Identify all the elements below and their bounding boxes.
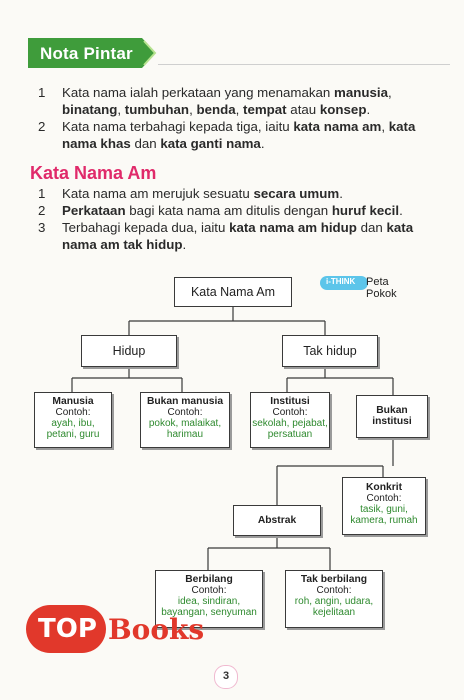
nota-pintar-item-1-text-0: Kata nama ialah perkataan yang menamakan <box>62 85 335 100</box>
bukan-manusia-example-1: pokok, malaikat, <box>148 418 222 429</box>
tree-node-tak-berbilang <box>285 570 383 628</box>
berbilang-sub: Contoh: <box>191 585 227 596</box>
tree-node-hidup <box>81 335 177 367</box>
kata-nama-am-item-number: 2 <box>38 203 46 218</box>
kata-nama-am-item-2-text-2: huruf kecil <box>331 203 400 218</box>
tree-node-bukan-manusia <box>140 392 230 448</box>
kata-nama-am-item-3-text-1: kata nama am hidup <box>229 220 357 235</box>
nota-pintar-item-1-text-12: . <box>366 102 371 117</box>
institusi-example-2: persatuan <box>267 429 313 440</box>
nota-pintar-item-1-text-8: , <box>235 102 244 117</box>
bukan-institusi-head: Bukan <box>376 405 408 416</box>
berbilang-head: Berbilang <box>185 574 233 585</box>
bukan-institusi-head-2: institusi <box>372 416 412 427</box>
nota-pintar-item-1-text-7: benda <box>196 102 236 117</box>
tree-node-tak-hidup <box>282 335 378 367</box>
tree-node-konkrit <box>342 477 426 535</box>
konkrit-sub: Contoh: <box>366 493 402 504</box>
nota-pintar-item-1-text-3: binatang <box>62 102 118 117</box>
institusi-sub: Contoh: <box>272 407 308 418</box>
nota-pintar-item-2-text-0: Kata nama terbahagi kepada tiga, iaitu <box>62 119 294 134</box>
ithink-badge-text: i-THINK <box>326 277 356 286</box>
kata-nama-am-item-1-text-2: . <box>339 186 343 201</box>
nota-pintar-item-1-text-2: , <box>387 85 392 100</box>
kata-nama-am-item-2-text-3: . <box>399 203 403 218</box>
kata-nama-am-item-number: 1 <box>38 186 46 201</box>
kata-nama-am-item-2-text-1: bagi kata nama am ditulis dengan <box>125 203 332 218</box>
tak-berbilang-sub: Contoh: <box>316 585 352 596</box>
tak-berbilang-example-1: roh, angin, udara, <box>294 596 374 607</box>
topbooks-logo <box>26 605 226 655</box>
nota-pintar-item-1-text-5: tumbuhan <box>124 102 190 117</box>
berbilang-example-1: idea, sindiran, <box>177 596 241 607</box>
kata-nama-am-item-3-text-0: Terbahagi kepada dua, iaitu <box>62 220 230 235</box>
section-title-kata-nama-am: Kata Nama Am <box>30 163 157 183</box>
abstrak-head: Abstrak <box>257 515 297 526</box>
berbilang-example-2: bayangan, senyuman <box>161 607 257 618</box>
nota-pintar-item-1-text-11: konsep <box>319 102 367 117</box>
bukan-manusia-sub: Contoh: <box>167 407 203 418</box>
nota-pintar-item-2-text-2: , <box>381 119 389 134</box>
kata-nama-am-item-number: 3 <box>38 220 46 235</box>
topbooks-logo-badge <box>26 605 106 653</box>
tree-root-label: Kata Nama Am <box>190 285 276 299</box>
nota-pintar-item-1-text-1: manusia <box>334 85 388 100</box>
nota-pintar-item-number: 2 <box>38 119 46 134</box>
konkrit-head: Konkrit <box>365 482 403 493</box>
kata-nama-am-item-3-text-2: dan <box>356 220 387 235</box>
nota-pintar-item-2-text-5: kata ganti nama <box>160 136 261 151</box>
nota-pintar-item-1-text-6: , <box>189 102 197 117</box>
kata-nama-am-item-2-text-0: Perkataan <box>62 203 126 218</box>
nota-pintar-item-2-text-3: kata nama khas <box>62 119 416 151</box>
nota-pintar-title: Nota Pintar <box>40 44 133 63</box>
tree-node-institusi <box>250 392 330 448</box>
tree-root-kata-nama-am <box>174 277 292 307</box>
konkrit-example-2: kamera, rumah <box>350 515 418 526</box>
nota-pintar-item-1-text-9: tempat <box>243 102 287 117</box>
tree-node-bukan-institusi <box>356 395 428 438</box>
tree-node-abstrak <box>233 505 321 536</box>
kata-nama-am-item-1-text-1: secara umum <box>253 186 340 201</box>
nota-pintar-item-1-text-4: , <box>117 102 125 117</box>
bukan-manusia-example-2: harimau <box>166 429 204 440</box>
tak-berbilang-head: Tak berbilang <box>300 574 368 585</box>
tree-node-manusia <box>34 392 112 448</box>
ithink-label: Peta Pokok <box>366 276 397 300</box>
nota-pintar-item-2-text-6: . <box>260 136 265 151</box>
tree-node-hidup-label: Hidup <box>112 344 146 358</box>
manusia-sub: Contoh: <box>55 407 91 418</box>
tak-berbilang-example-2: kejelitaan <box>312 607 356 618</box>
nota-pintar-item-2-text-4: dan <box>130 136 161 151</box>
kata-nama-am-item-3-text-4: . <box>182 237 187 252</box>
page-number: 3 <box>214 665 238 689</box>
kata-nama-am-item-3-text-3: kata nama am tak hidup <box>62 220 414 252</box>
nota-pintar-item-1-text-10: atau <box>286 102 320 117</box>
kata-nama-am-item-1-text-0: Kata nama am merujuk sesuatu <box>62 186 254 201</box>
konkrit-example-1: tasik, guni, <box>360 504 408 515</box>
manusia-head: Manusia <box>52 396 94 407</box>
nota-pintar-item-2-text-1: kata nama am <box>293 119 382 134</box>
bukan-manusia-head: Bukan manusia <box>146 396 224 407</box>
nota-pintar-item-number: 1 <box>38 85 46 100</box>
manusia-example-2: petani, guru <box>46 429 100 440</box>
institusi-example-1: sekolah, pejabat, <box>252 418 328 429</box>
institusi-head: Institusi <box>270 396 310 407</box>
topbooks-logo-books: Books <box>108 613 205 646</box>
topbooks-logo-top: TOP <box>38 614 97 644</box>
manusia-example-1: ayah, ibu, <box>51 418 95 429</box>
tree-node-tak-hidup-label: Tak hidup <box>303 344 357 358</box>
